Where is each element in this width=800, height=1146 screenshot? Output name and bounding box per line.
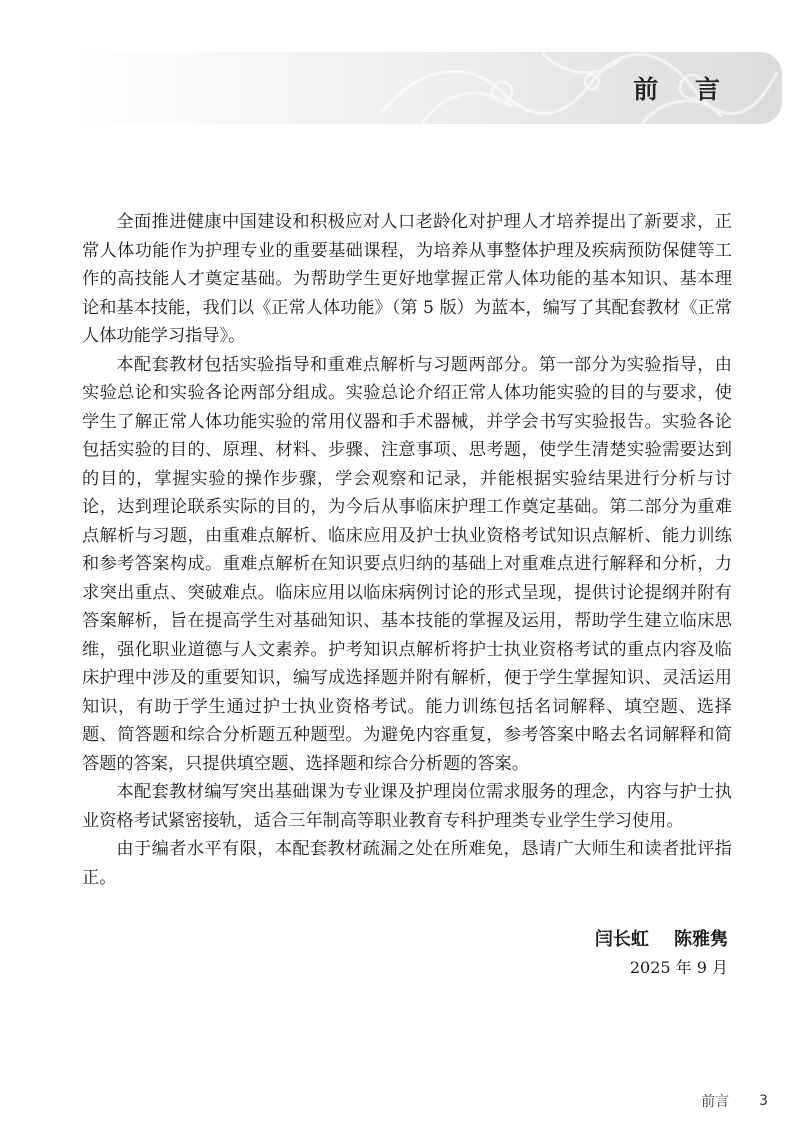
author-names: 闫长虹 陈雅隽 — [594, 929, 728, 950]
page-footer — [701, 1091, 768, 1111]
paragraph-2: 本配套教材包括实验指导和重难点解析与习题两部分。第一部分为实验指导，由实验总论和实验各论两部分组成。实验总论介绍正常人体功能实验的目的与要求，使学生了解正常人体功能实验的常用仪器和手术器械，并学会书写实验报告。实验各论包括实验的目的、原理、材料、步骤、注意事项、思考题，使学生清楚实验需要达到的目的，掌握实验的操作步骤，学会观察和记录，并能根据实验结果进行分析与讨论，达到理论联系实际的目的，为今后从事临床护理工作奠定基础。第二部分为重难点解析与习题，由重难点解析、临床应用及护士执业资格考试知识点解析、能力训练和参考答案构成。重难点解析在知识要点归纳的基础上对重难点进行解释和分析，力求突出重点、突破难点。临床应用以临床病例讨论的形式呈现，提供讨论提纲并附有答案解析，旨在提高学生对基础知识、基本技能的掌握及运用，帮助学生建立临床思维，强化职业道德与人文素养。护考知识点解析将护士执业资格考试的重点内容及临床护理中涉及的重要知识，编写成选择题并附有解析，便于学生掌握知识、灵活运用知识，有助于学生通过护士执业资格考试。能力训练包括名词解释、填空题、选择题、简答题和综合分析题五种题型。为避免内容重复，参考答案中略去名词解释和简答题的答案，只提供填空题、选择题和综合分析题的答案。 — [82, 354, 732, 774]
paragraph-4: 由于编者水平有限，本配套教材疏漏之处在所难免，恳请广大师生和读者批评指正。 — [82, 839, 732, 888]
signature-date: 2025 年 9 月 — [629, 958, 728, 977]
paragraph-3: 本配套教材编写突出基础课为专业课及护理岗位需求服务的理念，内容与护士执业资格考试紧密接轨，适合三年制高等职业教育专科护理类专业学生学习使用。 — [82, 782, 732, 831]
header-band — [72, 52, 782, 124]
page-number: 3 — [759, 1093, 768, 1109]
paragraph-1: 全面推进健康中国建设和积极应对人口老龄化对护理人才培养提出了新要求，正常人体功能作为护理专业的重要基础课程，为培养从事整体护理及疾病预防保健等工作的高技能人才奠定基础。为帮助学生更好地掌握正常人体功能的基本知识、基本理论和基本技能，我们以《正常人体功能》（第 5 版）为蓝本，编写了其配套教材《正常人体功能学习指导》。 — [82, 212, 732, 346]
footer-section-label: 前言 — [701, 1094, 730, 1110]
page-title: 前 言 — [633, 75, 734, 104]
preface-body — [82, 208, 732, 892]
